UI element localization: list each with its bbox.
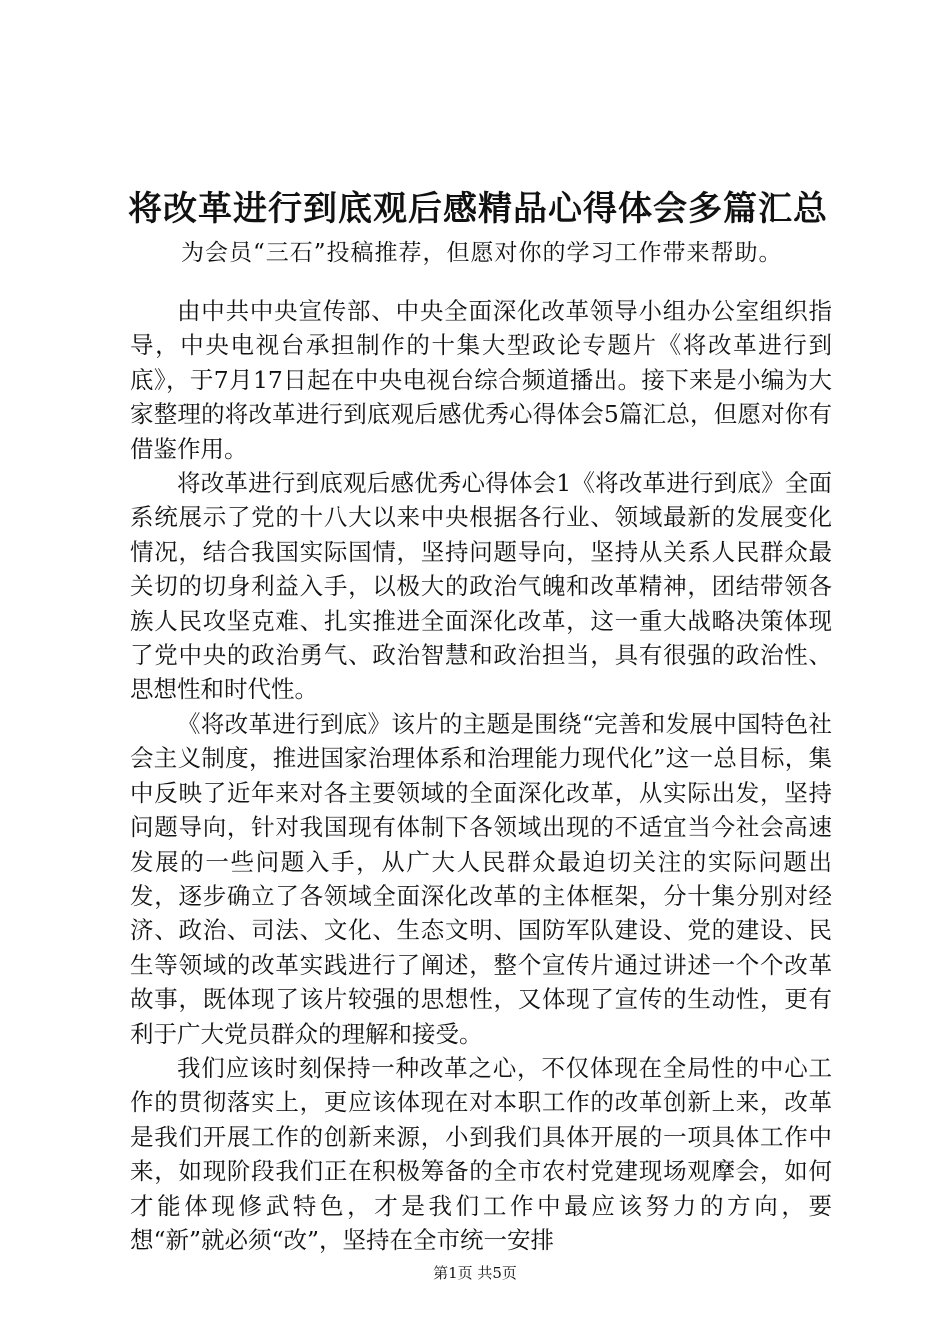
page-footer: 第1页 共5页 [433, 1264, 517, 1282]
body-paragraph: 由中共中央宣传部、中央全面深化改革领导小组办公室组织指导，中央电视台承担制作的十集大型政论专题片《将改革进行到底》，于7月17日起在中央电视台综合频道播出。接下来是小编为大家整理的将改革进行到底观后感优秀心得体会5篇汇总，但愿对你有借鉴作用。 [130, 297, 832, 463]
body-paragraph: 将改革进行到底观后感优秀心得体会1《将改革进行到底》全面系统展示了党的十八大以来中央根据各行业、领域最新的发展变化情况，结合我国实际国情，坚持问题导向，坚持从关系人民群众最关切的切身利益入手，以极大的政治气魄和改革精神，团结带领各族人民攻坚克难、扎实推进全面深化改革，这一重大战略决策体现了党中央的政治勇气、政治智慧和政治担当，具有很强的政治性、思想性和时代性。 [130, 469, 832, 704]
document-title: 将改革进行到底观后感精品心得体会多篇汇总 [128, 189, 828, 229]
document-subtitle: 为会员“三石”投稿推荐，但愿对你的学习工作带来帮助。 [181, 240, 783, 266]
body-paragraph: 《将改革进行到底》该片的主题是围绕“完善和发展中国特色社会主义制度，推进国家治理体系和治理能力现代化”这一总目标，集中反映了近年来对各主要领域的全面深化改革，从实际出发，坚持问题导向，针对我国现有体制下各领域出现的不适宜当今社会高速发展的一些问题入手，从广大人民群众最迫切关注的实际问题出发，逐步确立了各领域全面深化改革的主体框架，分十集分别对经济、政治、司法、文化、生态文明、国防军队建设、党的建设、民生等领域的改革实践进行了阐述，整个宣传片通过讲述一个个改革故事，既体现了该片较强的思想性，又体现了宣传的生动性，更有利于广大党员群众的理解和接受。 [130, 709, 832, 1048]
document-body [130, 294, 832, 1257]
body-paragraph: 我们应该时刻保持一种改革之心，不仅体现在全局性的中心工作的贯彻落实上，更应该体现在对本职工作的改革创新上来，改革是我们开展工作的创新来源，小到我们具体开展的一项具体工作中来，如现阶段我们正在积极筹备的全市农村党建现场观摩会，如何才能体现修武特色，才是我们工作中最应该努力的方向，要想“新”就必须“改”，坚持在全市统一安排 [130, 1053, 832, 1254]
